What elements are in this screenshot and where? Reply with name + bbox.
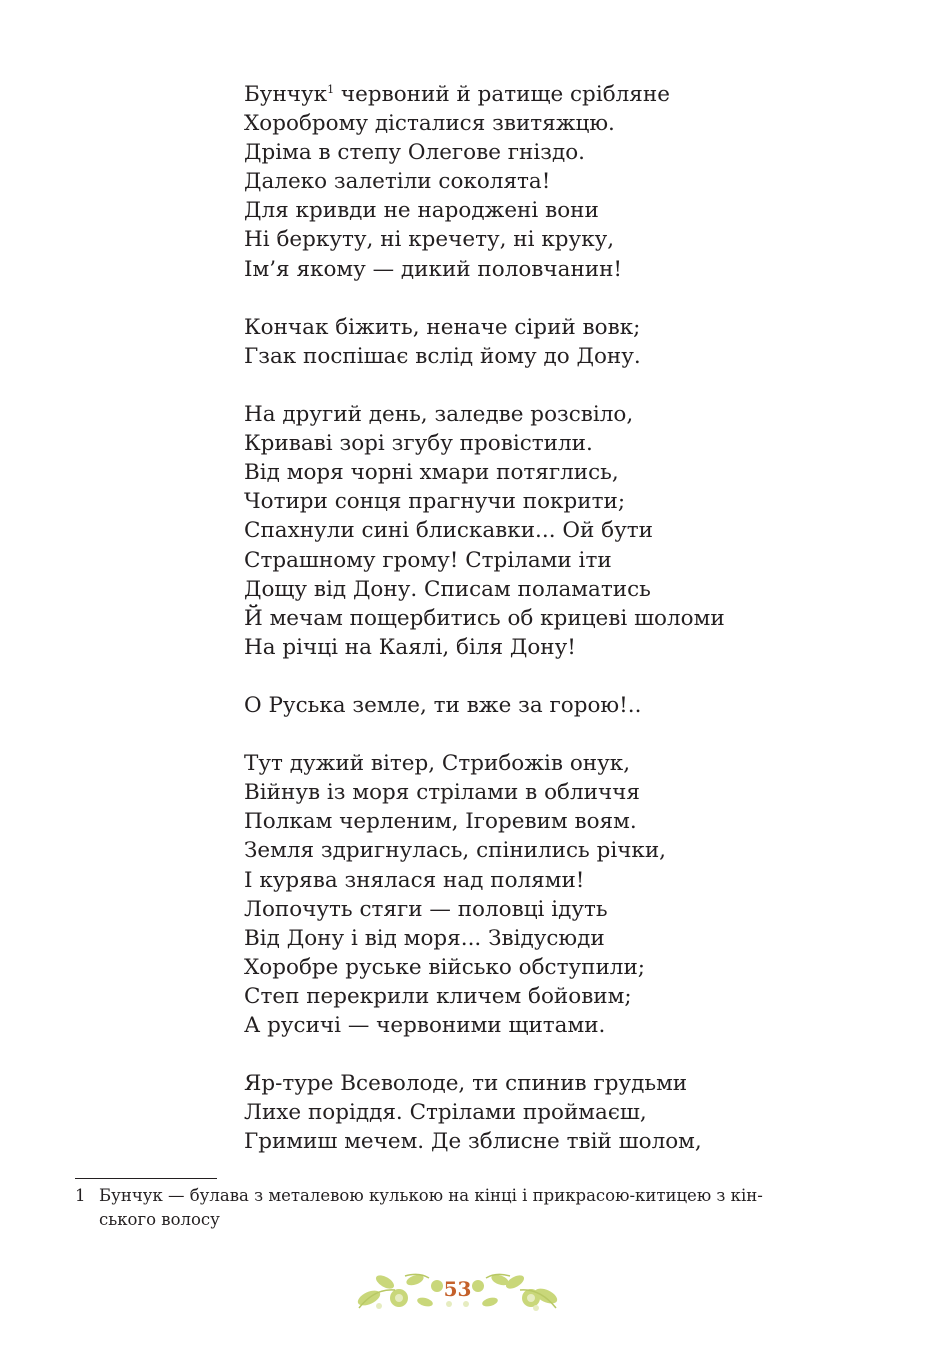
poem-line: Далеко залетіли соколята! — [244, 169, 551, 195]
poem-line: Хоробре руське військо обступили; — [244, 954, 646, 980]
poem-line: Й мечам пощербитись об крицеві шоломи — [244, 605, 725, 631]
footnote-ref[interactable]: 1 — [327, 82, 335, 96]
poem-line: Дощу від Дону. Списам поламатись — [244, 576, 651, 602]
poem-line: Дріма в степу Олегове гніздо. — [244, 140, 585, 166]
stanza-4 — [244, 691, 884, 720]
poem-line: Гзак поспішає вслід йому до Дону. — [244, 343, 641, 369]
poem-line: Для кривди не народжені вони — [244, 198, 599, 224]
footnote-number: 1 — [75, 1186, 86, 1205]
poem-line: А русичі — червоними щитами. — [244, 1013, 606, 1038]
poem-line: Яр-туре Всеволоде, ти спинив грудьми — [244, 1071, 688, 1097]
poem-line: Гримиш мечем. Де зблисне твій шолом, — [244, 1129, 702, 1155]
poem-line: Від моря чорні хмари потяглись, — [244, 460, 619, 486]
poem-line: Полкам черленим, Ігоревим воям. — [244, 809, 637, 835]
poem-line: Земля здригнулась, спінились річки, — [244, 838, 667, 864]
poem-line: Лихе поріддя. Стрілами проймаєш, — [244, 1100, 647, 1126]
stanza-5 — [244, 749, 884, 1040]
poem-line: Кончак біжить, неначе сірий вовк; — [244, 314, 641, 340]
poem-line: Степ перекрили кличем бойовим; — [244, 983, 632, 1009]
footnote-text-line: ського волосу — [99, 1210, 220, 1229]
page-number: 53 — [443, 1277, 472, 1301]
poem — [244, 80, 884, 1186]
poem-line: І курява знялася над полями! — [244, 867, 585, 893]
poem-line-word: Бунчук — [244, 82, 328, 107]
poem-line-rest: червоний й ратище срібляне — [334, 82, 670, 107]
poem-line: На річці на Каялі, біля Дону! — [244, 634, 576, 660]
poem-line: Криваві зорі згубу провістили. — [244, 431, 593, 457]
poem-line — [244, 80, 884, 109]
stanza-1 — [244, 80, 884, 284]
poem-line: Від Дону і від моря... Звідусюди — [244, 925, 605, 951]
footnote — [75, 1184, 865, 1232]
poem-line: Ім’я якому — дикий половчанин! — [244, 256, 623, 282]
stanza-2 — [244, 313, 884, 371]
footnote-text-line: Бунчук — булава з металевою кулькою на кінці і прикрасою-китицею з кін- — [99, 1186, 763, 1205]
footnote-divider — [75, 1178, 217, 1179]
poem-line: На другий день, заледве розсвіло, — [244, 402, 634, 428]
poem-line: Війнув із моря стрілами в обличчя — [244, 780, 640, 806]
footnote-text — [99, 1184, 865, 1232]
stanza-3 — [244, 400, 884, 662]
stanza-6 — [244, 1069, 884, 1156]
poem-line: Ні беркуту, ні кречету, ні круку, — [244, 227, 615, 253]
poem-line: Спахнули сині блискавки... Ой бути — [244, 518, 653, 544]
poem-line: Лопочуть стяги — половці ідуть — [244, 896, 608, 922]
poem-line: Тут дужий вітер, Стрибожів онук, — [244, 751, 631, 777]
poem-line: Чотири сонця прагнучи покрити; — [244, 489, 626, 515]
poem-line: Страшному грому! Стрілами іти — [244, 547, 612, 573]
page-number-ornament — [355, 1268, 560, 1314]
poem-line: Хороброму дісталися звитяжцю. — [244, 111, 615, 137]
poem-line: О Руська земле, ти вже за горою!.. — [244, 692, 642, 718]
